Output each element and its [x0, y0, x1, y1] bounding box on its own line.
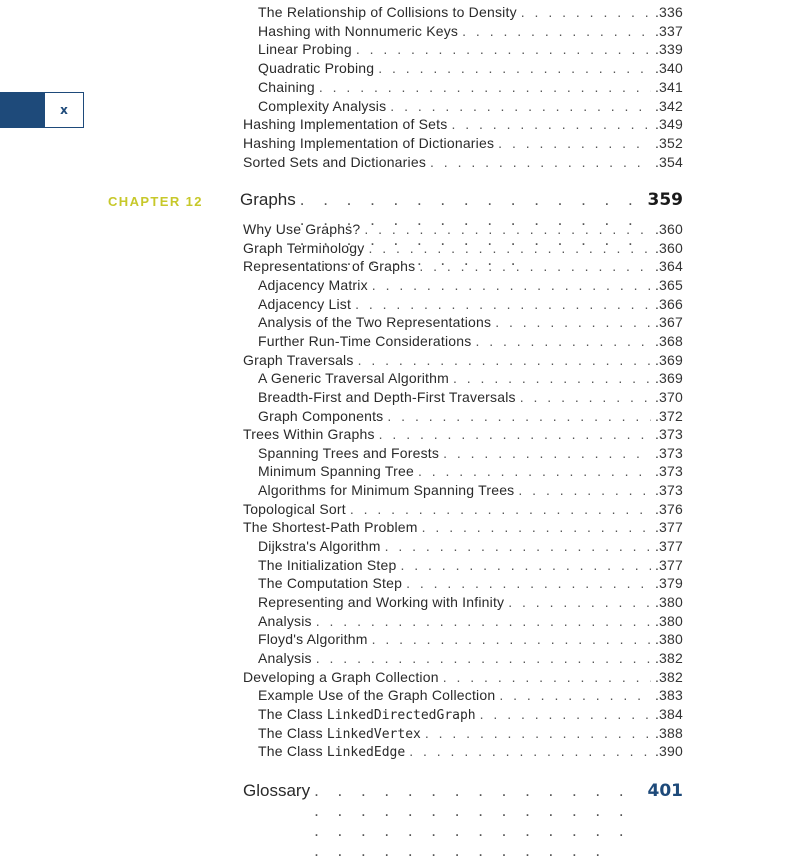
chapter-tab-block — [0, 92, 44, 128]
toc-entry-page-number: .339 — [654, 41, 683, 58]
toc-entry-title-text: Why Use Graphs? — [243, 221, 361, 237]
toc-entry-title[interactable] — [258, 277, 368, 293]
toc-entry-title[interactable] — [243, 116, 447, 132]
toc-entry-page-number: .380 — [654, 594, 683, 610]
toc-entry-title[interactable] — [258, 4, 517, 20]
toc-entry[interactable] — [258, 277, 683, 295]
chapter-page-number: 359 — [647, 190, 683, 210]
toc-entry-page-number: .384 — [654, 705, 683, 722]
toc-entry-title-text: The Shortest-Path Problem — [243, 519, 418, 536]
page-roman-numeral: x — [44, 92, 84, 128]
toc-entry[interactable] — [258, 575, 683, 593]
toc-list-previous-chapter — [243, 4, 683, 184]
toc-entry-title[interactable] — [258, 408, 383, 424]
toc-entry-title[interactable] — [258, 60, 374, 76]
toc-entry-title[interactable] — [243, 501, 346, 517]
toc-entry-title-text: Trees Within Graphs — [243, 426, 375, 443]
toc-entry-title-text: Chaining — [258, 78, 315, 95]
dot-leader — [443, 669, 651, 685]
toc-entry-page-number: .349 — [654, 116, 683, 133]
toc-entry-title-text: The Relationship of Collisions to Density — [258, 4, 517, 20]
toc-list-chapter-12 — [243, 221, 683, 761]
toc-entry[interactable] — [258, 4, 683, 22]
toc-entry-page-number: .360 — [654, 239, 683, 256]
toc-entry[interactable] — [243, 352, 683, 370]
toc-entry[interactable] — [243, 116, 683, 134]
chapter-title[interactable]: Graphs — [240, 190, 296, 209]
dot-leader — [387, 408, 651, 424]
dot-leader — [319, 79, 651, 95]
toc-entry-title-text: Algorithms for Minimum Spanning Trees — [258, 482, 515, 499]
toc-entry-title[interactable] — [243, 135, 494, 151]
dot-leader — [495, 314, 651, 330]
toc-entry-title-text: Sorted Sets and Dictionaries — [243, 153, 427, 170]
toc-entry[interactable] — [243, 501, 683, 519]
toc-entry-page-number: .373 — [654, 482, 683, 499]
toc-entry-title[interactable] — [258, 23, 458, 39]
dot-leader — [518, 482, 651, 498]
dot-leader — [521, 4, 651, 20]
toc-entry-page-number: .354 — [654, 153, 683, 170]
chapter-title-line[interactable] — [240, 190, 683, 214]
toc-entry-title-text: Analysis — [258, 612, 312, 629]
toc-entry[interactable] — [258, 389, 683, 407]
toc-entry-page-number: .340 — [654, 60, 683, 77]
dot-leader — [379, 426, 651, 442]
toc-entry-page-number: .342 — [654, 97, 683, 114]
toc-entry-title-text: Analysis of the Two Representations — [258, 314, 492, 331]
toc-entry-page-number: .365 — [654, 276, 683, 293]
toc-entry-page-number: .373 — [654, 444, 683, 461]
toc-entry-page-number: .370 — [654, 388, 683, 405]
toc-entry-title-text: Example Use of the Graph Collection — [258, 687, 496, 704]
toc-entry-page-number: .377 — [654, 538, 683, 555]
glossary-title[interactable]: Glossary — [243, 781, 311, 800]
toc-entry-title[interactable] — [258, 333, 471, 349]
dot-leader — [419, 258, 651, 274]
dot-leader — [418, 463, 651, 479]
toc-entry-class-name: LinkedEdge — [326, 745, 406, 761]
dot-leader — [358, 352, 651, 368]
toc-entry-title-text: Spanning Trees and Forests — [258, 444, 440, 461]
toc-entry-title-text: Graph Traversals — [243, 351, 354, 368]
dot-leader — [451, 116, 650, 132]
toc-entry-title-text: Topological Sort — [243, 500, 346, 517]
toc-entry-title-text: Adjacency Matrix — [258, 276, 368, 293]
dot-leader — [356, 41, 651, 57]
dot-leader — [350, 501, 651, 517]
toc-entry-title-text: Dijkstra's Algorithm — [258, 538, 381, 555]
toc-entry[interactable] — [258, 79, 683, 97]
toc-entry-page-number: .337 — [654, 22, 683, 39]
toc-entry[interactable] — [258, 445, 683, 463]
toc-entry-title-text: Hashing with Nonnumeric Keys — [258, 22, 459, 39]
toc-entry-page-number: .369 — [654, 351, 683, 368]
toc-entry-title-text: A Generic Traversal Algorithm — [258, 370, 449, 387]
dot-leader — [364, 221, 651, 237]
toc-entry-title-text: Linear Probing — [258, 41, 352, 58]
toc-entry-title-text: Floyd's Algorithm — [258, 631, 368, 648]
toc-entry[interactable] — [258, 408, 683, 426]
toc-entry-page-number: .379 — [654, 575, 683, 592]
toc-entry-page-number: .377 — [654, 519, 683, 536]
toc-entry-title[interactable] — [258, 463, 414, 479]
toc-entry-title[interactable] — [258, 79, 315, 95]
toc-entry[interactable] — [258, 333, 683, 351]
toc-entry-page-number: .352 — [654, 134, 683, 151]
toc-entry[interactable] — [258, 706, 683, 724]
toc-entry-title[interactable] — [243, 519, 418, 535]
toc-entry[interactable] — [258, 482, 683, 500]
toc-entry-page-number: .368 — [654, 332, 683, 349]
toc-entry-page-number: .380 — [654, 631, 683, 648]
chapter-number-label: CHAPTER 12 — [108, 194, 203, 209]
toc-entry[interactable] — [243, 519, 683, 537]
dot-leader — [378, 60, 651, 76]
toc-entry-title-text: Graph Terminology — [243, 239, 365, 256]
dot-leader — [372, 631, 651, 647]
toc-entry[interactable] — [243, 221, 683, 239]
dot-leader — [462, 23, 651, 39]
toc-entry-title[interactable] — [243, 240, 364, 256]
toc-entry-title-text: Representing and Working with Infinity — [258, 594, 505, 610]
toc-entry-title-text: The Class — [258, 705, 327, 722]
toc-entry[interactable] — [258, 296, 683, 314]
toc-entry-page-number: .390 — [654, 743, 683, 760]
toc-entry[interactable] — [258, 41, 683, 59]
toc-entry-page-number: .369 — [654, 370, 683, 387]
toc-entry-title-text: The Computation Step — [258, 575, 403, 592]
toc-entry[interactable] — [243, 135, 683, 153]
toc-entry[interactable] — [258, 538, 683, 556]
dot-leader — [480, 706, 651, 722]
toc-entry-title-text: Analysis — [258, 649, 312, 666]
toc-entry-title-text: The Class — [258, 724, 327, 741]
dot-leader — [520, 389, 651, 405]
toc-entry[interactable] — [258, 314, 683, 332]
toc-entry-title[interactable] — [258, 482, 514, 498]
toc-entry[interactable] — [243, 154, 683, 172]
toc-entry-page-number: .336 — [654, 4, 683, 20]
toc-entry-title[interactable] — [258, 725, 421, 742]
toc-entry-page-number: .376 — [654, 500, 683, 517]
dot-leader — [316, 650, 651, 666]
toc-entry-page-number: .377 — [654, 556, 683, 573]
toc-entry[interactable] — [243, 669, 683, 687]
toc-entry-title-text: Representations of Graphs — [243, 258, 416, 275]
toc-entry-title[interactable] — [258, 706, 476, 723]
toc-entry-title-text: Adjacency List — [258, 295, 352, 312]
dot-leader — [316, 613, 651, 629]
toc-entry-page-number: .373 — [654, 463, 683, 480]
toc-entry-title[interactable] — [258, 557, 396, 573]
glossary-page-number: 401 — [647, 781, 683, 801]
toc-entry-class-name: LinkedDirectedGraph — [326, 707, 476, 723]
toc-entry-page-number: .364 — [654, 258, 683, 275]
toc-entry-title-text: Quadratic Probing — [258, 60, 375, 77]
dot-leader — [355, 296, 651, 312]
dot-leader — [475, 333, 651, 349]
toc-entry-title[interactable] — [258, 370, 449, 386]
toc-entry[interactable] — [258, 631, 683, 649]
toc-entry-page-number: .388 — [654, 724, 683, 741]
toc-entry-page-number: .372 — [654, 407, 683, 424]
toc-entry-title-text: The Class — [258, 743, 327, 760]
toc-entry[interactable] — [258, 613, 683, 631]
toc-entry-page-number: .382 — [654, 649, 683, 666]
toc-entry[interactable] — [243, 426, 683, 444]
toc-entry-title[interactable] — [258, 613, 312, 629]
toc-entry[interactable] — [258, 650, 683, 668]
dot-leader — [499, 687, 651, 703]
toc-entry-title[interactable] — [258, 631, 368, 647]
toc-entry-page-number: .382 — [654, 668, 683, 685]
toc-entry-title[interactable] — [258, 650, 312, 666]
toc-entry-title[interactable] — [243, 352, 354, 368]
dot-leader — [508, 594, 651, 610]
toc-entry-title-text: Graph Components — [258, 407, 384, 424]
dot-leader — [453, 370, 651, 386]
dot-leader — [498, 135, 651, 151]
toc-entry-title-text: The Initialization Step — [258, 556, 397, 573]
toc-entry-title[interactable] — [258, 538, 381, 554]
toc-entry-title[interactable] — [258, 445, 439, 461]
toc-entry[interactable] — [258, 370, 683, 388]
toc-entry-title-text: Complexity Analysis — [258, 97, 387, 114]
toc-entry-class-name: LinkedVertex — [326, 726, 421, 742]
toc-entry-title-text: Hashing Implementation of Sets — [243, 116, 448, 133]
dot-leader — [390, 98, 651, 114]
toc-entry[interactable] — [258, 23, 683, 41]
toc-entry[interactable] — [258, 687, 683, 705]
toc-entry-title[interactable] — [243, 154, 426, 170]
toc-entry-title[interactable] — [258, 687, 495, 703]
dot-leader — [430, 154, 651, 170]
toc-entry-title[interactable] — [258, 98, 386, 114]
toc-entry-page-number: .366 — [654, 295, 683, 312]
dot-leader — [372, 277, 651, 293]
dot-leader — [406, 575, 651, 591]
toc-entry[interactable] — [258, 60, 683, 78]
toc-entry[interactable] — [243, 258, 683, 276]
toc-entry-page-number: .367 — [654, 314, 683, 331]
toc-entry-title-text: Developing a Graph Collection — [243, 668, 439, 685]
toc-entry[interactable] — [243, 240, 683, 258]
toc-entry-title[interactable] — [243, 669, 439, 685]
toc-entry[interactable] — [258, 463, 683, 481]
glossary-line[interactable] — [243, 781, 683, 805]
toc-entry-title[interactable] — [258, 594, 504, 610]
dot-leader — [385, 538, 651, 554]
toc-entry-page-number: .341 — [654, 78, 683, 95]
toc-entry[interactable] — [258, 98, 683, 116]
dot-leader — [443, 445, 651, 461]
toc-entry-title[interactable] — [243, 426, 375, 442]
toc-entry-title[interactable] — [258, 314, 491, 330]
dot-leader — [422, 519, 651, 535]
toc-entry-title-text: Breadth-First and Depth-First Traversals — [258, 388, 516, 405]
toc-entry-title[interactable] — [243, 258, 415, 274]
dot-leader — [368, 240, 651, 256]
dot-leader — [314, 781, 643, 861]
toc-entry[interactable] — [258, 743, 683, 761]
toc-entry-page-number: .373 — [654, 426, 683, 443]
toc-entry-title-text: Further Run-Time Considerations — [258, 332, 472, 349]
dot-leader — [409, 743, 651, 759]
toc-entry-title[interactable] — [258, 41, 352, 57]
dot-leader — [400, 557, 650, 573]
toc-entry[interactable] — [258, 557, 683, 575]
toc-entry-page-number: .383 — [654, 687, 683, 704]
toc-entry-title-text: Minimum Spanning Tree — [258, 463, 414, 480]
toc-entry-title[interactable] — [258, 296, 351, 312]
toc-entry-title[interactable] — [258, 743, 405, 760]
toc-entry-title[interactable] — [258, 389, 516, 405]
toc-entry[interactable] — [258, 594, 683, 612]
toc-entry-title-text: Hashing Implementation of Dictionaries — [243, 134, 495, 151]
dot-leader — [425, 725, 651, 741]
toc-entry[interactable] — [258, 725, 683, 743]
toc-entry-title[interactable] — [258, 575, 402, 591]
toc-entry-page-number: .380 — [654, 612, 683, 629]
toc-entry-title[interactable] — [243, 221, 360, 237]
toc-entry-page-number: .360 — [654, 221, 683, 237]
